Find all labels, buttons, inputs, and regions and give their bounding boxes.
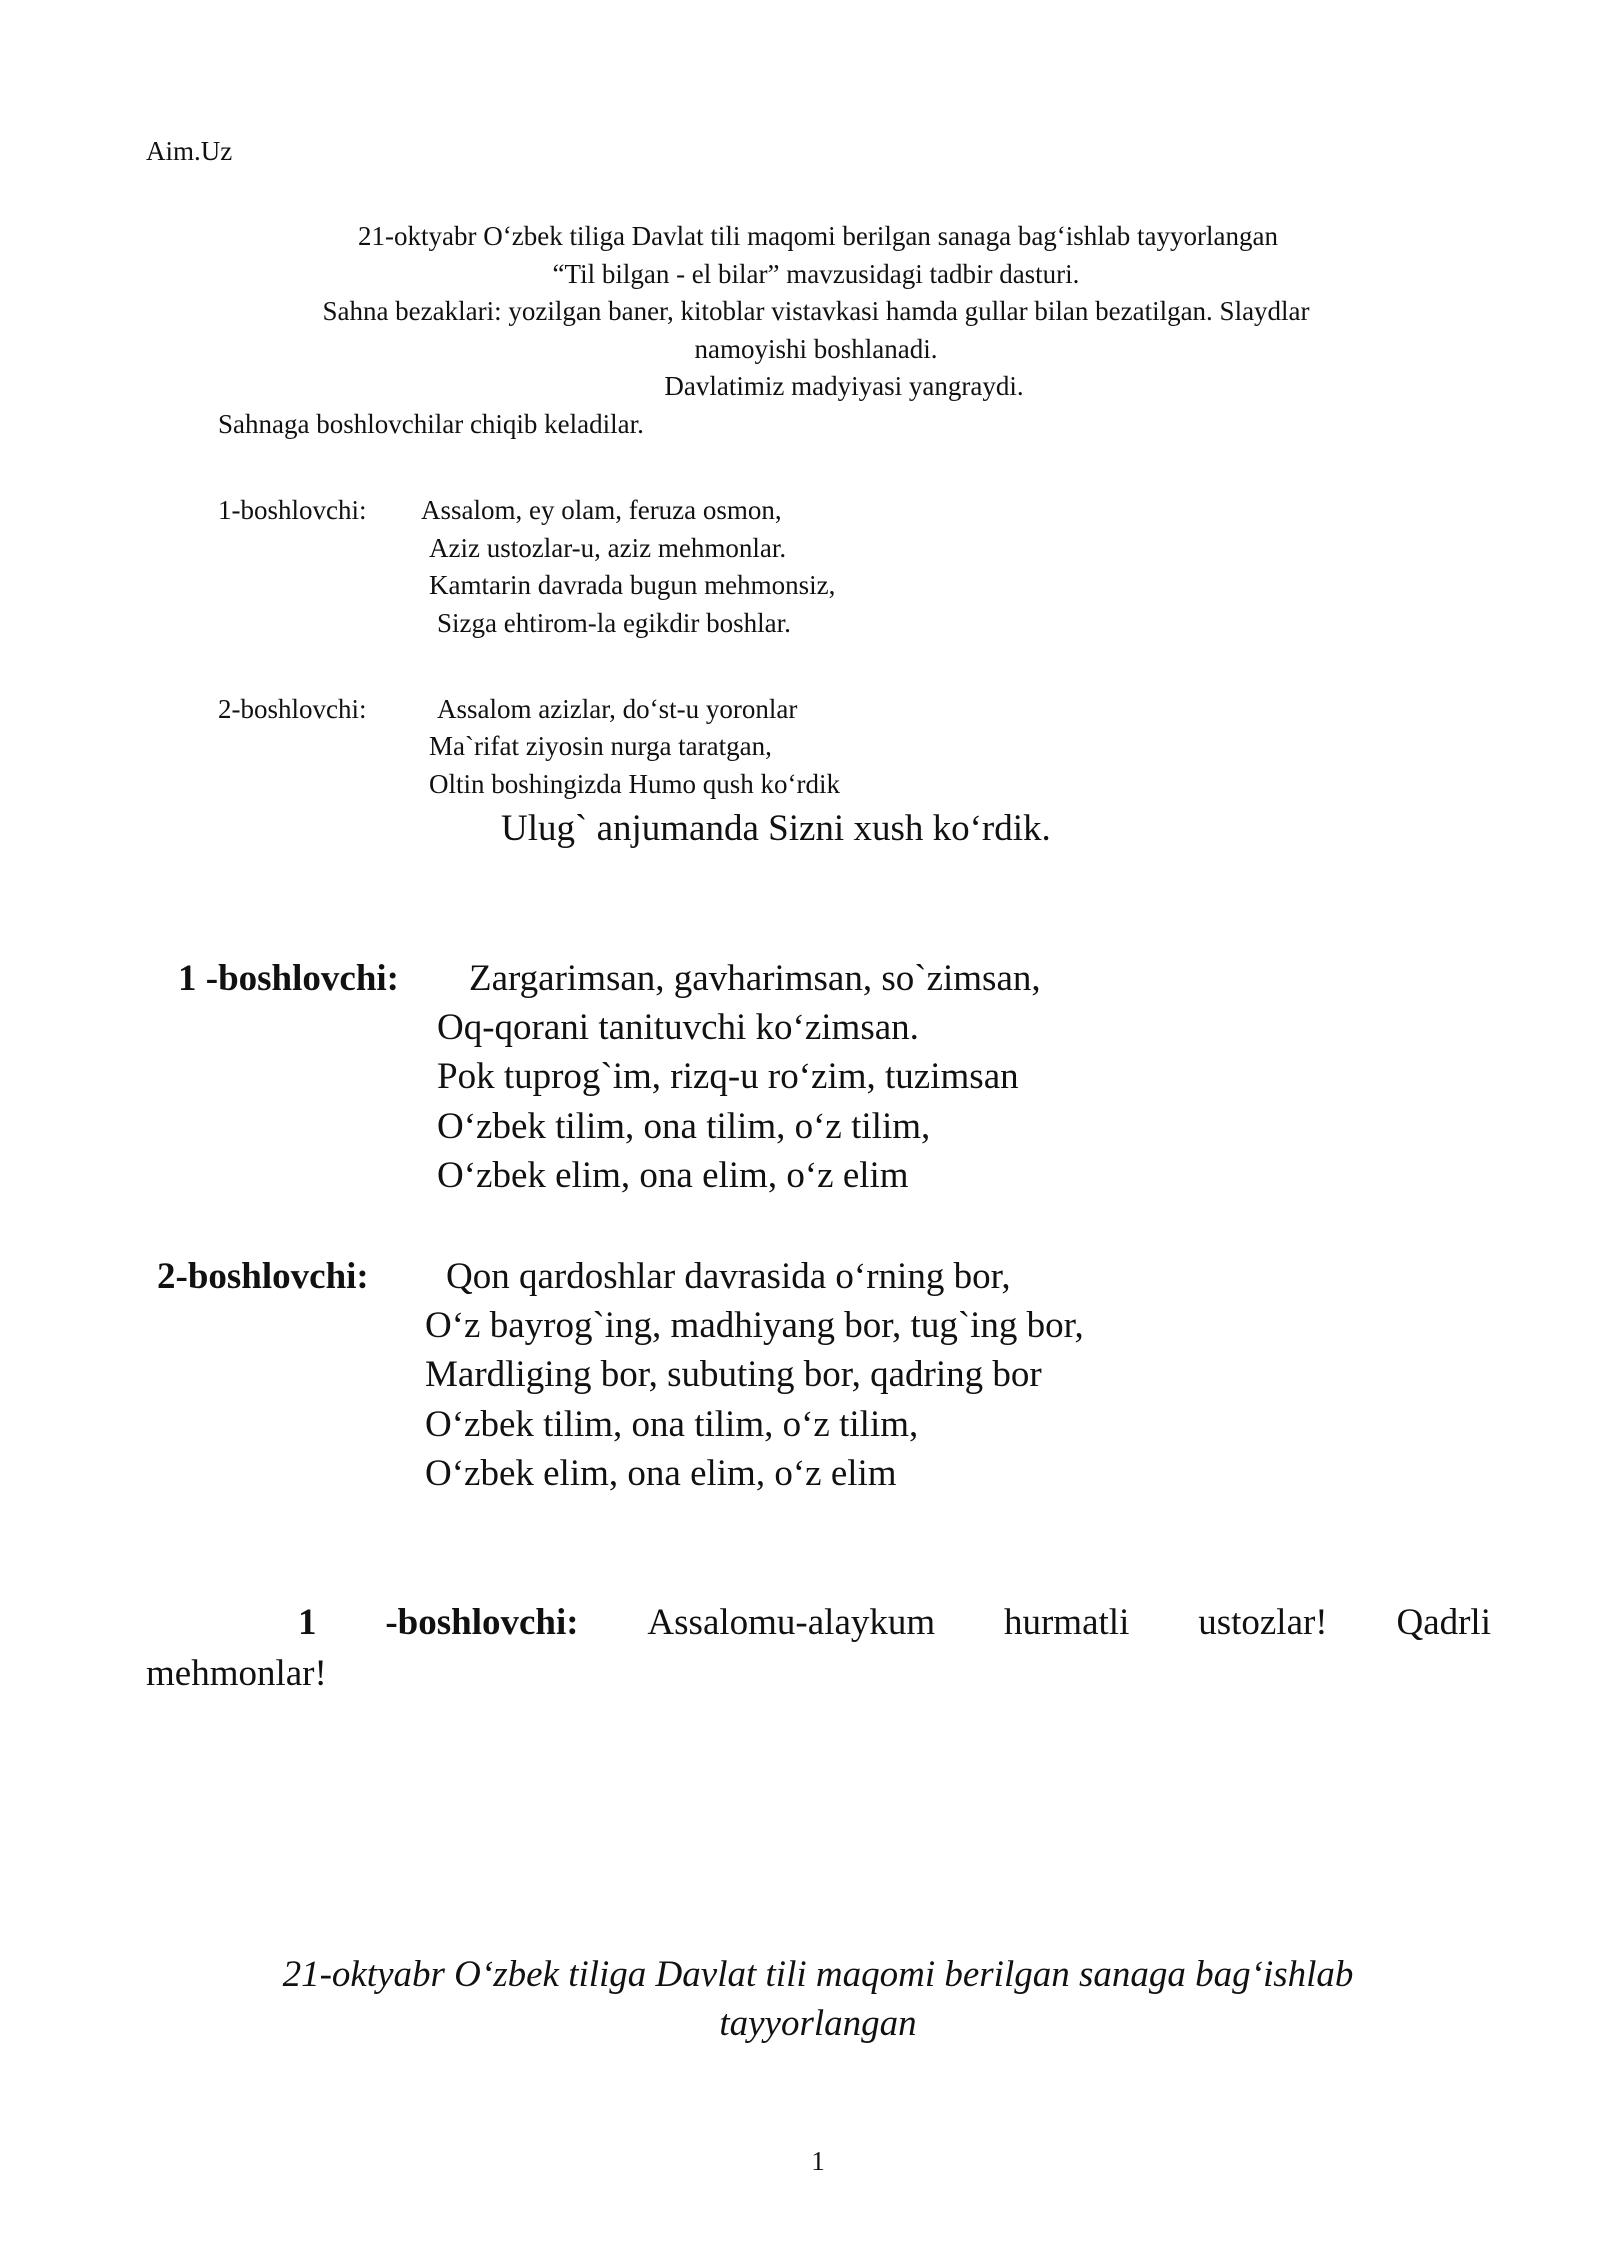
speaker-label: 1-boshlovchi: bbox=[218, 495, 367, 525]
program-title-line2: “Til bilgan - el bilar” mavzusidagi tadbir dasturi. bbox=[552, 259, 1080, 289]
stage-decor-line2: namoyishi boshlanadi. bbox=[694, 334, 938, 364]
verse-line: Assalom azizlar, do‘st-u yoronlar bbox=[437, 694, 798, 724]
greeting-speaker-number: 1 bbox=[298, 1602, 317, 1643]
greeting-word: Assalomu-alaykum bbox=[647, 1602, 936, 1643]
verse-line: Qon qardoshlar davrasida o‘rning bor, bbox=[446, 1256, 1011, 1297]
verse-line: Oq-qorani tanituvchi ko‘zimsan. bbox=[437, 1007, 919, 1048]
verse-line: O‘zbek elim, ona elim, o‘z elim bbox=[437, 1155, 909, 1196]
hosts-enter-note: Sahnaga boshlovchilar chiqib keladilar. bbox=[218, 409, 644, 439]
program-title-line1: 21-oktyabr O‘zbek tiliga Davlat tili maqomi berilgan sanaga bag‘ishlab tayyorlangan bbox=[358, 221, 1278, 251]
greeting-word: ustozlar! bbox=[1198, 1602, 1328, 1643]
verse-line: Sizga ehtirom-la egikdir boshlar. bbox=[437, 608, 791, 638]
verse-line: O‘zbek tilim, ona tilim, o‘z tilim, bbox=[425, 1404, 919, 1445]
page-number: 1 bbox=[811, 2146, 825, 2176]
verse-line: Oltin boshingizda Humo qush ko‘rdik bbox=[429, 769, 840, 799]
greeting-word: Qadrli bbox=[1396, 1602, 1491, 1643]
greeting-word: hurmatli bbox=[1003, 1602, 1130, 1643]
speaker-label: 1 -boshlovchi: bbox=[178, 958, 400, 999]
speaker-label: 2-boshlovchi: bbox=[157, 1256, 369, 1297]
verse-line: Aziz ustozlar-u, aziz mehmonlar. bbox=[429, 533, 787, 563]
verse-line: Kamtarin davrada bugun mehmonsiz, bbox=[429, 570, 836, 600]
verse-line: Assalom, ey olam, feruza osmon, bbox=[421, 495, 782, 525]
greeting-speaker-label: -boshlovchi: bbox=[385, 1602, 579, 1643]
greeting-line bbox=[298, 1604, 1491, 1641]
verse-line: Zargarimsan, gavharimsan, so`zimsan, bbox=[469, 958, 1041, 999]
verse-line: O‘z bayrog`ing, madhiyang bor, tug`ing bor, bbox=[425, 1305, 1084, 1346]
verse-line: Mardliging bor, subuting bor, qadring bor bbox=[425, 1354, 1042, 1395]
verse-line: O‘zbek elim, ona elim, o‘z elim bbox=[425, 1453, 897, 1494]
footer-title-line2: tayyorlangan bbox=[719, 2003, 917, 2044]
site-name: Aim.Uz bbox=[146, 136, 233, 166]
anthem-note: Davlatimiz madyiyasi yangraydi. bbox=[664, 371, 1024, 401]
greeting-continuation: mehmonlar! bbox=[146, 1653, 327, 1694]
stage-decor-line1: Sahna bezaklari: yozilgan baner, kitoblar vistavkasi hamda gullar bilan bezatilgan. Slaydlar bbox=[322, 296, 1310, 326]
verse-line: Ulug` anjumanda Sizni xush ko‘rdik. bbox=[501, 808, 1051, 849]
verse-line: O‘zbek tilim, ona tilim, o‘z tilim, bbox=[437, 1106, 931, 1147]
footer-title-line1: 21-oktyabr O‘zbek tiliga Davlat tili maqomi berilgan sanaga bag‘ishlab bbox=[282, 1954, 1354, 1995]
verse-line: Pok tuprog`im, rizq-u ro‘zim, tuzimsan bbox=[437, 1056, 1019, 1097]
speaker-label: 2-boshlovchi: bbox=[218, 694, 367, 724]
verse-line: Ma`rifat ziyosin nurga taratgan, bbox=[429, 731, 772, 761]
